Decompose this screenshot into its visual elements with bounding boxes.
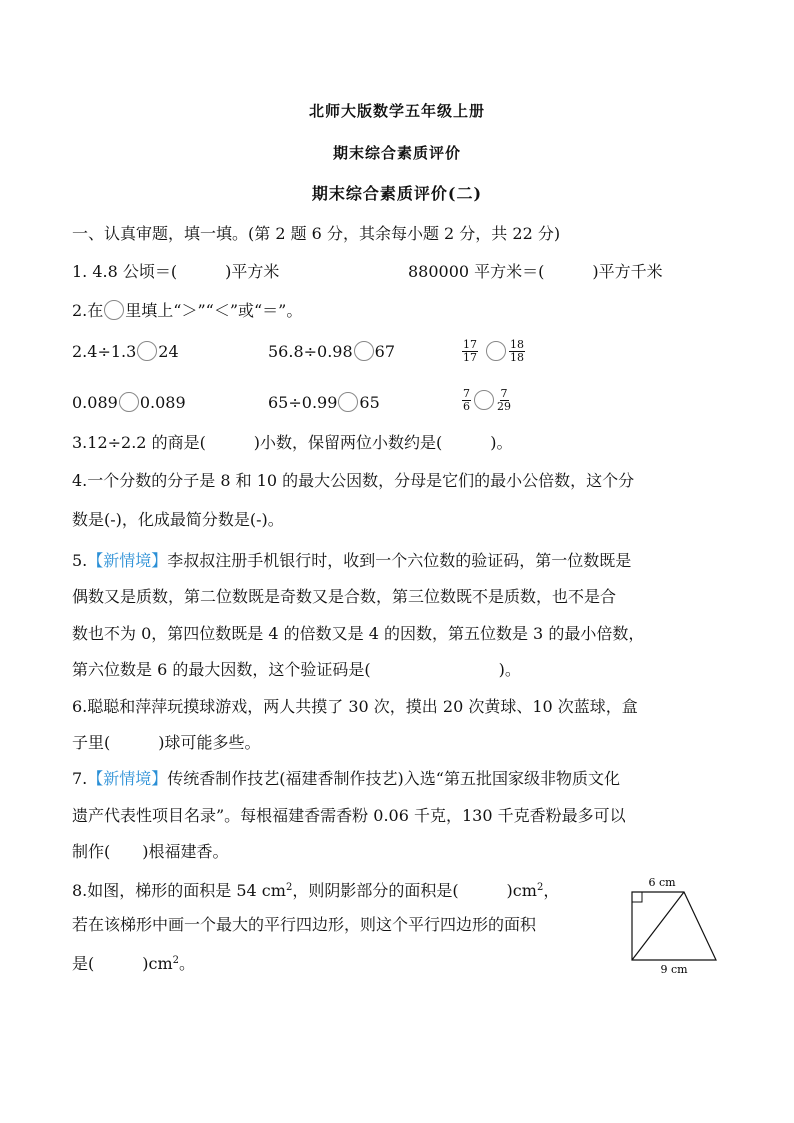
q6-line-1: 6.聪聪和萍萍玩摸球游戏，两人共摸了 30 次，摸出 20 次黄球、10 次蓝球，盒 bbox=[72, 697, 638, 716]
fraction-right-3: $\frac{18}{18}$ bbox=[510, 337, 524, 364]
q2-item-5-left: 65÷0.99 bbox=[268, 393, 338, 412]
fraction-left-6: $\frac{7}{6}$ bbox=[463, 386, 470, 413]
section-heading: 一、认真审题，填一填。(第 2 题 6 分，其余每小题 2 分，共 22 分) bbox=[72, 224, 561, 243]
q1-part-b: 880000 平方米＝( )平方千米 bbox=[408, 262, 663, 281]
q2-item-2-left: 56.8÷0.98 bbox=[268, 342, 353, 361]
q2-item-3 bbox=[462, 335, 525, 367]
trapezoid-diagram bbox=[622, 872, 732, 976]
q8-line-2: 若在该梯形中画一个最大的平行四边形，则这个平行四边形的面积 bbox=[72, 915, 537, 934]
q4-line-1: 4.一个分数的分子是 8 和 10 的最大公因数，分母是它们的最小公倍数，这个分 bbox=[72, 471, 635, 490]
q7-line-3: 制作( )根福建香。 bbox=[72, 842, 229, 861]
exam-subtitle: 期末综合素质评价(二) bbox=[311, 184, 483, 203]
q2-item-1-right: 24 bbox=[158, 342, 179, 361]
q5-line-1 bbox=[72, 551, 631, 571]
q1-part-a: 1. 4.8 公顷＝( )平方米 bbox=[72, 262, 280, 281]
answer-circle-1[interactable] bbox=[137, 341, 157, 361]
answer-circle-3[interactable] bbox=[486, 341, 506, 361]
q2-item-4 bbox=[72, 392, 186, 413]
compare-circle-icon bbox=[104, 300, 124, 320]
q2-item-4-right: 0.089 bbox=[139, 393, 186, 412]
q8-line-3: 是( )$cm^2$。 bbox=[72, 954, 196, 973]
q5-line-1-text: 李叔叔注册手机银行时，收到一个六位数的验证码，第一位数既是 bbox=[167, 551, 632, 570]
q5-number: 5. bbox=[72, 551, 88, 570]
q3-text: 3.12÷2.2 的商是( )小数，保留两位小数约是( )。 bbox=[72, 433, 513, 452]
q2-item-1-left: 2.4÷1.3 bbox=[72, 342, 137, 361]
q2-rest: 里填上“＞”“＜”或“＝”。 bbox=[125, 301, 303, 320]
q5-line-2: 偶数又是质数，第二位数既是奇数又是合数，第三位数既不是质数，也不是合 bbox=[72, 587, 617, 606]
q2-item-5-right: 65 bbox=[359, 393, 380, 412]
q2-item-5 bbox=[268, 392, 380, 413]
fraction-right-6: $\frac{7}{29}$ bbox=[497, 386, 511, 413]
q7-line-1-text: 传统香制作技艺(福建香制作技艺)入选“第五批国家级非物质文化 bbox=[167, 769, 620, 788]
q2-item-4-left: 0.089 bbox=[72, 393, 118, 412]
top-base-label: 6 cm bbox=[648, 876, 676, 889]
answer-circle-6[interactable] bbox=[474, 390, 494, 410]
answer-circle-4[interactable] bbox=[119, 392, 139, 412]
q6-line-2: 子里( )球可能多些。 bbox=[72, 733, 261, 752]
fraction-left-3: $\frac{17}{17}$ bbox=[463, 337, 477, 364]
q8-line-1: 8.如图，梯形的面积是 54 $cm^2$，则阴影部分的面积是( )$cm^2$， bbox=[72, 881, 560, 900]
q7-line-2: 遗产代表性项目名录”。每根福建香需香粉 0.06 千克，130 千克香粉最多可以 bbox=[72, 806, 626, 825]
q5-line-3: 数也不为 0，第四位数既是 4 的倍数又是 4 的因数，第五位数是 3 的最小倍数， bbox=[72, 624, 645, 643]
right-angle-mark bbox=[632, 892, 642, 902]
q2-lead: 2.在 bbox=[72, 301, 104, 320]
q2-item-1 bbox=[72, 341, 179, 362]
new-context-tag: 【新情境】 bbox=[87, 769, 168, 788]
exam-title: 期末综合素质评价 bbox=[332, 144, 461, 162]
book-title: 北师大版数学五年级上册 bbox=[308, 102, 485, 120]
q5-line-4: 第六位数是 6 的最大因数，这个验证码是( )。 bbox=[72, 660, 521, 679]
q2-item-2-right: 67 bbox=[374, 342, 396, 361]
q4-line-2: 数是(-)，化成最简分数是(-)。 bbox=[72, 510, 284, 529]
q7-line-1 bbox=[72, 769, 620, 789]
q2-item-6 bbox=[462, 384, 511, 416]
trapezoid-figure bbox=[622, 872, 732, 976]
answer-circle-2[interactable] bbox=[354, 341, 374, 361]
q2-instruction bbox=[72, 300, 302, 321]
answer-circle-5[interactable] bbox=[338, 392, 358, 412]
trapezoid-outline bbox=[632, 892, 716, 960]
q7-number: 7. bbox=[72, 769, 88, 788]
new-context-tag: 【新情境】 bbox=[87, 551, 168, 570]
bottom-base-label: 9 cm bbox=[660, 963, 688, 976]
q2-item-2 bbox=[268, 341, 395, 362]
